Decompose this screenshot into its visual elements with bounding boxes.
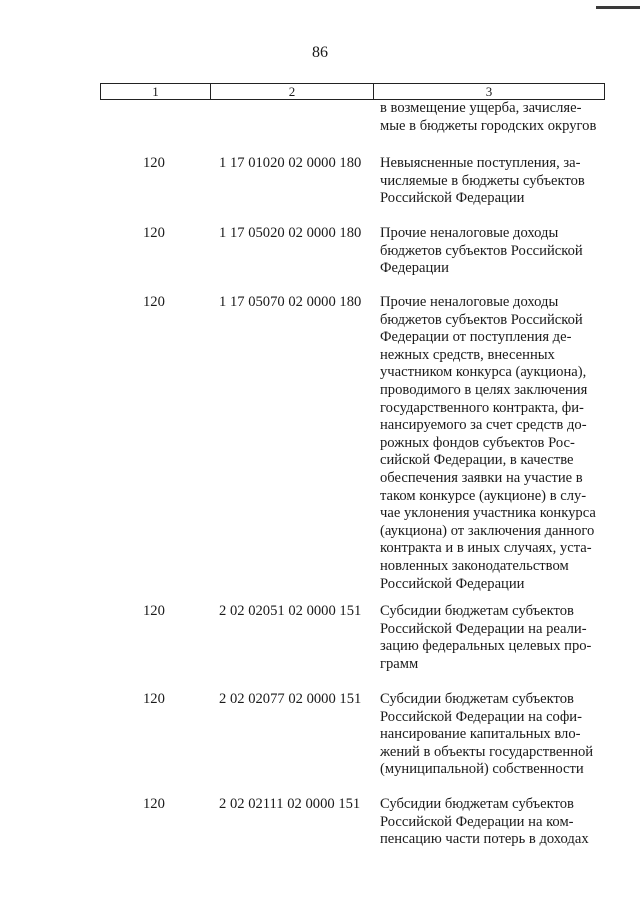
desc-line: бюджетов субъектов Российской [380,311,583,328]
table-header-row [100,83,605,100]
desc-line: Прочие неналоговые доходы [380,294,559,310]
desc-line: Федерации [380,260,449,277]
desc-line: таком конкурсе (аукционе) в слу- [380,487,587,504]
desc-line: грамм [380,655,419,672]
desc-line: нежных средств, внесенных [380,346,555,363]
row-budget-code: 1 17 05070 02 0000 180 [219,294,362,310]
desc-line: Российской Федерации на реали- [380,620,587,637]
row-admin-code: 120 [143,603,165,619]
row-description [380,155,605,208]
desc-line: Федерации от поступления де- [380,329,572,346]
desc-line: числяемые в бюджеты субъектов [380,172,585,189]
desc-line: Субсидии бюджетам субъектов [380,691,574,707]
column-header-1: 1 [101,84,211,99]
row-description [380,225,605,278]
desc-line: контракта и в иных случаях, уста- [380,540,592,557]
desc-line: нансирование капитальных вло- [380,726,581,743]
row-admin-code: 120 [143,796,165,812]
desc-line: государственного контракта, фи- [380,399,584,416]
desc-line: пенсацию части потерь в доходах [380,831,589,848]
desc-line: Субсидии бюджетам субъектов [380,796,574,812]
desc-line: Российской Федерации [380,190,525,207]
desc-line: бюджетов субъектов Российской [380,242,583,259]
scan-edge-mark [596,6,640,9]
desc-line: рожных фондов субъектов Рос- [380,434,575,451]
desc-line: Субсидии бюджетам субъектов [380,603,574,619]
column-header-2: 2 [211,84,374,99]
row-description [380,796,605,849]
column-header-3: 3 [485,84,493,99]
row-budget-code: 2 02 02111 02 0000 151 [219,796,361,812]
desc-line: (муниципальной) собственности [380,761,584,778]
desc-line: в возмещение ущерба, зачисляе- [380,100,582,116]
desc-line: обеспечения заявки на участие в [380,469,583,486]
desc-line: чае уклонения участника конкурса [380,505,596,522]
desc-line: новленных законодательством [380,557,569,574]
row-admin-code: 120 [143,225,165,241]
row-description [380,294,605,593]
row-budget-code: 2 02 02077 02 0000 151 [219,691,362,707]
row-admin-code: 120 [143,155,165,171]
page-number: 86 [312,44,328,61]
desc-line: проводимого в целях заключения [380,381,588,398]
row-budget-code: 1 17 05020 02 0000 180 [219,225,362,241]
desc-line: Российской Федерации на ком- [380,813,574,830]
row-description [380,691,605,779]
row-budget-code: 1 17 01020 02 0000 180 [219,155,362,171]
desc-line: Российской Федерации на софи- [380,708,582,725]
desc-line: Невыясненные поступления, за- [380,155,581,171]
desc-line: Российской Федерации [380,575,525,592]
continuation-text [380,100,605,135]
row-admin-code: 120 [143,691,165,707]
desc-line: Прочие неналоговые доходы [380,225,559,241]
row-description [380,603,605,673]
desc-line: (аукциона) от заключения данного [380,522,595,539]
desc-line: участником конкурса (аукциона), [380,364,587,381]
desc-line: зацию федеральных целевых про- [380,638,592,655]
desc-line: нансируемого за счет средств до- [380,417,587,434]
desc-line: мые в бюджеты городских округов [380,117,597,134]
desc-line: сийской Федерации, в качестве [380,452,574,469]
row-admin-code: 120 [143,294,165,310]
row-budget-code: 2 02 02051 02 0000 151 [219,603,362,619]
desc-line: жений в объекты государственной [380,743,594,760]
